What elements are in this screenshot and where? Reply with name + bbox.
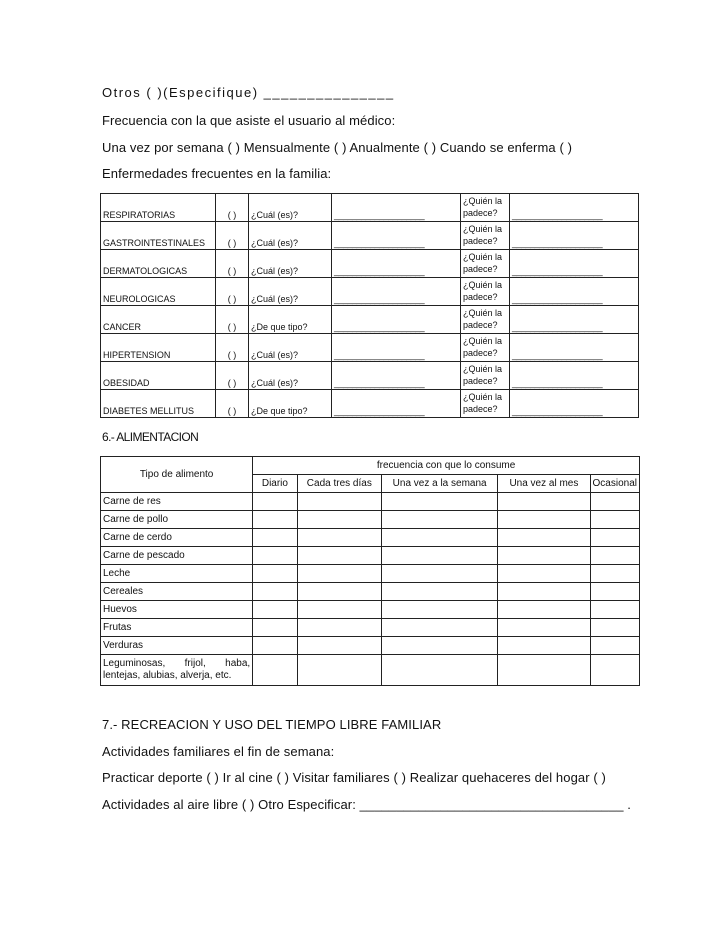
disease-question: ¿Cuál (es)? bbox=[249, 278, 332, 306]
frequency-cell[interactable] bbox=[382, 655, 498, 686]
food-row bbox=[101, 529, 640, 547]
frequency-column-header: Cada tres días bbox=[297, 475, 381, 493]
disease-row bbox=[101, 390, 639, 418]
disease-check: ( ) bbox=[216, 306, 249, 334]
frequency-cell[interactable] bbox=[590, 511, 639, 529]
disease-check: ( ) bbox=[216, 278, 249, 306]
frequency-cell[interactable] bbox=[498, 565, 590, 583]
otros-text: Otros ( )(Especifique) _______________ bbox=[102, 85, 395, 100]
disease-name: HIPERTENSION bbox=[101, 334, 216, 362]
frequency-cell[interactable] bbox=[590, 655, 639, 686]
disease-who-blank: ____________________ bbox=[510, 362, 639, 390]
otros-line bbox=[102, 85, 395, 100]
disease-who-blank: ____________________ bbox=[510, 222, 639, 250]
disease-row bbox=[101, 306, 639, 334]
frequency-cell[interactable] bbox=[382, 529, 498, 547]
disease-who-blank: ____________________ bbox=[510, 390, 639, 418]
disease-row bbox=[101, 362, 639, 390]
actividades-label: Actividades familiares el fin de semana: bbox=[102, 744, 335, 759]
food-name: Carne de res bbox=[101, 493, 253, 511]
disease-who-blank: ____________________ bbox=[510, 278, 639, 306]
frequency-cell[interactable] bbox=[253, 529, 297, 547]
frequency-cell[interactable] bbox=[297, 511, 381, 529]
food-row bbox=[101, 547, 640, 565]
disease-name: OBESIDAD bbox=[101, 362, 216, 390]
frequency-cell[interactable] bbox=[253, 601, 297, 619]
frequency-cell[interactable] bbox=[590, 583, 639, 601]
disease-answer-blank: ____________________ bbox=[332, 334, 461, 362]
disease-who-blank: ____________________ bbox=[510, 306, 639, 334]
frequency-cell[interactable] bbox=[590, 637, 639, 655]
disease-check: ( ) bbox=[216, 334, 249, 362]
disease-row bbox=[101, 334, 639, 362]
frequency-cell[interactable] bbox=[382, 511, 498, 529]
disease-who-blank: ____________________ bbox=[510, 250, 639, 278]
disease-question: ¿Cuál (es)? bbox=[249, 250, 332, 278]
frequency-cell[interactable] bbox=[382, 547, 498, 565]
enfermedades-label: Enfermedades frecuentes en la familia: bbox=[102, 166, 332, 181]
food-type-header: Tipo de alimento bbox=[101, 457, 253, 493]
food-name: Cereales bbox=[101, 583, 253, 601]
food-row bbox=[101, 511, 640, 529]
disease-who-question: ¿Quién la padece? bbox=[461, 278, 510, 306]
frequency-cell[interactable] bbox=[297, 529, 381, 547]
frequency-cell[interactable] bbox=[253, 547, 297, 565]
disease-who-blank: ____________________ bbox=[510, 194, 639, 222]
frequency-column-header: Una vez a la semana bbox=[382, 475, 498, 493]
frequency-column-header: Diario bbox=[253, 475, 297, 493]
disease-who-question: ¿Quién la padece? bbox=[461, 222, 510, 250]
frequency-cell[interactable] bbox=[498, 601, 590, 619]
disease-answer-blank: ____________________ bbox=[332, 278, 461, 306]
frequency-cell[interactable] bbox=[498, 583, 590, 601]
food-frequency-table bbox=[100, 456, 640, 686]
frequency-cell[interactable] bbox=[590, 529, 639, 547]
disease-answer-blank: ____________________ bbox=[332, 194, 461, 222]
frecuencia-options: Una vez por semana ( ) Mensualmente ( ) Anualmente ( ) Cuando se enferma ( ) bbox=[102, 140, 573, 155]
disease-answer-blank: ____________________ bbox=[332, 306, 461, 334]
disease-answer-blank: ____________________ bbox=[332, 250, 461, 278]
frequency-header: frecuencia con que lo consume bbox=[253, 457, 640, 475]
food-name: Frutas bbox=[101, 619, 253, 637]
food-row bbox=[101, 619, 640, 637]
disease-answer-blank: ____________________ bbox=[332, 390, 461, 418]
frequency-cell[interactable] bbox=[498, 619, 590, 637]
disease-check: ( ) bbox=[216, 390, 249, 418]
food-row bbox=[101, 655, 640, 686]
frequency-cell[interactable] bbox=[297, 619, 381, 637]
disease-question: ¿De que tipo? bbox=[249, 306, 332, 334]
food-name: Leche bbox=[101, 565, 253, 583]
frequency-cell[interactable] bbox=[590, 547, 639, 565]
aire-libre-line: Actividades al aire libre ( ) Otro Especificar: ____________________________________ . bbox=[102, 797, 631, 812]
food-table-body bbox=[101, 493, 640, 686]
frequency-cell[interactable] bbox=[382, 637, 498, 655]
disease-who-question: ¿Quién la padece? bbox=[461, 390, 510, 418]
alimentacion-heading: 6.- ALIMENTACION bbox=[102, 430, 199, 444]
food-row bbox=[101, 493, 640, 511]
food-row bbox=[101, 583, 640, 601]
disease-who-question: ¿Quién la padece? bbox=[461, 306, 510, 334]
frequency-cell[interactable] bbox=[382, 619, 498, 637]
frequency-cell[interactable] bbox=[498, 529, 590, 547]
disease-who-blank: ____________________ bbox=[510, 334, 639, 362]
diseases-table-body bbox=[101, 194, 639, 418]
disease-question: ¿Cuál (es)? bbox=[249, 334, 332, 362]
food-table-header-row bbox=[101, 457, 640, 475]
frequency-cell[interactable] bbox=[498, 655, 590, 686]
food-row bbox=[101, 637, 640, 655]
disease-name: RESPIRATORIAS bbox=[101, 194, 216, 222]
frequency-cell[interactable] bbox=[297, 601, 381, 619]
disease-row bbox=[101, 222, 639, 250]
disease-name: DIABETES MELLITUS bbox=[101, 390, 216, 418]
frequency-cell[interactable] bbox=[590, 565, 639, 583]
frequency-cell[interactable] bbox=[382, 565, 498, 583]
disease-check: ( ) bbox=[216, 194, 249, 222]
disease-who-question: ¿Quién la padece? bbox=[461, 250, 510, 278]
frequency-cell[interactable] bbox=[297, 565, 381, 583]
disease-question: ¿Cuál (es)? bbox=[249, 222, 332, 250]
frequency-cell[interactable] bbox=[253, 655, 297, 686]
food-name: Leguminosas, frijol, haba, lentejas, alubias, alverja, etc. bbox=[101, 655, 253, 686]
food-name: Huevos bbox=[101, 601, 253, 619]
diseases-table bbox=[100, 193, 639, 418]
frequency-cell[interactable] bbox=[253, 583, 297, 601]
food-row bbox=[101, 601, 640, 619]
disease-who-question: ¿Quién la padece? bbox=[461, 334, 510, 362]
frequency-cell[interactable] bbox=[590, 601, 639, 619]
frecuencia-label: Frecuencia con la que asiste el usuario al médico: bbox=[102, 113, 396, 128]
actividades-options: Practicar deporte ( ) Ir al cine ( ) Visitar familiares ( ) Realizar quehaceres del hogar ( ) bbox=[102, 770, 606, 785]
disease-check: ( ) bbox=[216, 222, 249, 250]
food-name: Carne de cerdo bbox=[101, 529, 253, 547]
disease-answer-blank: ____________________ bbox=[332, 222, 461, 250]
frequency-cell[interactable] bbox=[382, 601, 498, 619]
frequency-cell[interactable] bbox=[253, 511, 297, 529]
disease-name: NEUROLOGICAS bbox=[101, 278, 216, 306]
frequency-cell[interactable] bbox=[297, 583, 381, 601]
frequency-cell[interactable] bbox=[498, 547, 590, 565]
food-row bbox=[101, 565, 640, 583]
frequency-cell[interactable] bbox=[297, 493, 381, 511]
disease-question: ¿De que tipo? bbox=[249, 390, 332, 418]
disease-name: DERMATOLOGICAS bbox=[101, 250, 216, 278]
frequency-cell[interactable] bbox=[498, 493, 590, 511]
disease-answer-blank: ____________________ bbox=[332, 362, 461, 390]
frequency-cell[interactable] bbox=[297, 547, 381, 565]
disease-row bbox=[101, 194, 639, 222]
frequency-cell[interactable] bbox=[297, 637, 381, 655]
disease-check: ( ) bbox=[216, 250, 249, 278]
disease-name: CANCER bbox=[101, 306, 216, 334]
frequency-cell[interactable] bbox=[253, 565, 297, 583]
frequency-column-header: Una vez al mes bbox=[498, 475, 590, 493]
frequency-column-header: Ocasional bbox=[590, 475, 639, 493]
frequency-cell[interactable] bbox=[498, 637, 590, 655]
frequency-cell[interactable] bbox=[297, 655, 381, 686]
disease-row bbox=[101, 278, 639, 306]
disease-row bbox=[101, 250, 639, 278]
frequency-cell[interactable] bbox=[253, 493, 297, 511]
disease-check: ( ) bbox=[216, 362, 249, 390]
frequency-cell[interactable] bbox=[590, 493, 639, 511]
frequency-cell[interactable] bbox=[253, 637, 297, 655]
disease-who-question: ¿Quién la padece? bbox=[461, 362, 510, 390]
food-name: Carne de pollo bbox=[101, 511, 253, 529]
food-name: Carne de pescado bbox=[101, 547, 253, 565]
frequency-cell[interactable] bbox=[253, 619, 297, 637]
disease-question: ¿Cuál (es)? bbox=[249, 362, 332, 390]
disease-question: ¿Cuál (es)? bbox=[249, 194, 332, 222]
recreacion-heading: 7.- RECREACION Y USO DEL TIEMPO LIBRE FAMILIAR bbox=[102, 717, 442, 732]
frequency-cell[interactable] bbox=[382, 493, 498, 511]
disease-who-question: ¿Quién la padece? bbox=[461, 194, 510, 222]
food-name: Verduras bbox=[101, 637, 253, 655]
disease-name: GASTROINTESTINALES bbox=[101, 222, 216, 250]
frequency-cell[interactable] bbox=[590, 619, 639, 637]
frequency-cell[interactable] bbox=[498, 511, 590, 529]
frequency-cell[interactable] bbox=[382, 583, 498, 601]
